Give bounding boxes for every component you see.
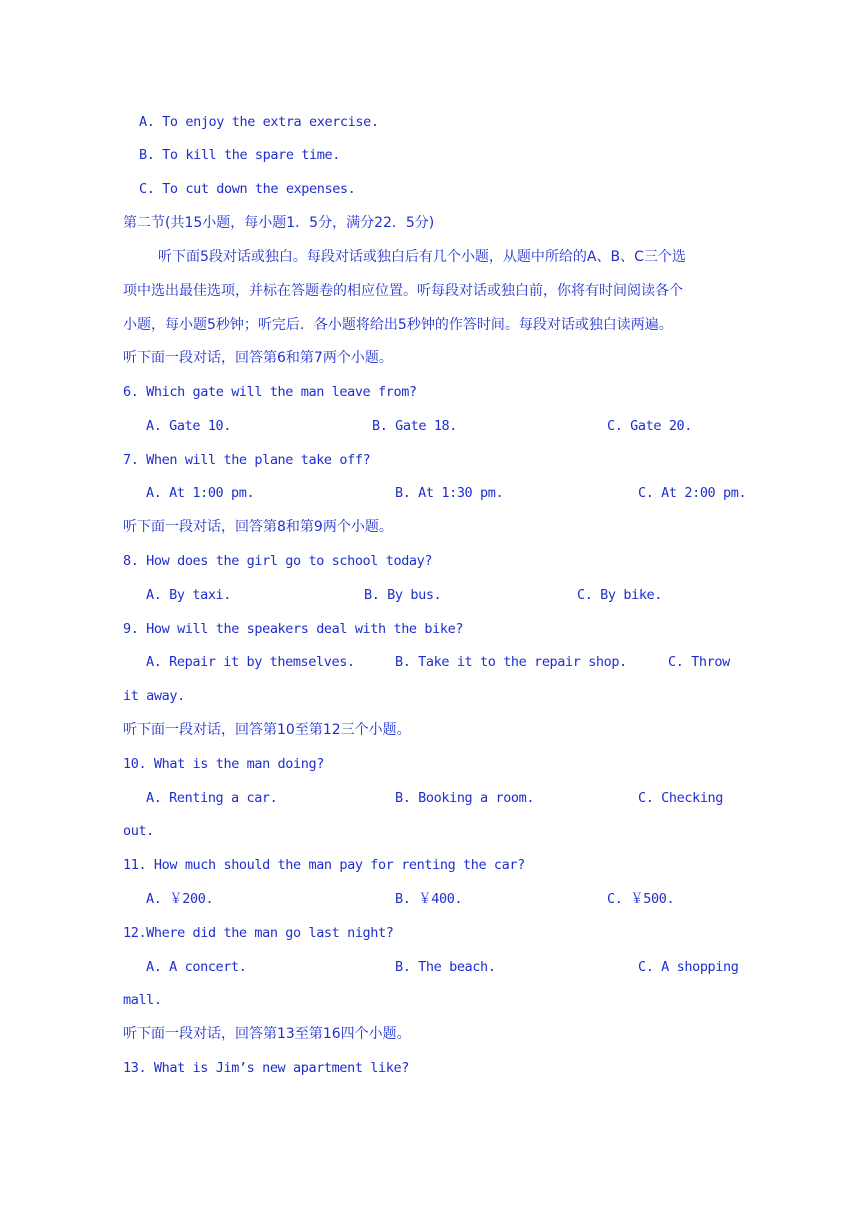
q12-option-c-continued: mall.	[123, 992, 162, 1008]
section-header: 第二节(共15小题，每小题1．5分，满分22．5分)	[123, 215, 435, 231]
q10-option-b: B. Booking a room.	[395, 790, 535, 806]
dialogue-header: 听下面一段对话，回答第10至第12三个小题。	[123, 722, 411, 738]
q9-option-c: C. Throw	[668, 654, 730, 670]
q11-option-c: C. ￥500.	[607, 891, 675, 907]
question-12: 12.Where did the man go last night?	[123, 925, 394, 941]
option-a: A. To enjoy the extra exercise.	[139, 114, 379, 130]
option-b: B. To kill the spare time.	[139, 147, 340, 163]
instructions-line-3: 小题，每小题5秒钟；听完后．各小题将给出5秒钟的作答时间。每段对话或独白读两遍。	[123, 317, 673, 333]
q6-option-a: A. Gate 10.	[146, 418, 232, 434]
dialogue-header: 听下面一段对话，回答第8和第9两个小题。	[123, 519, 393, 535]
question-8: 8. How does the girl go to school today?	[123, 553, 433, 569]
q6-option-b: B. Gate 18.	[372, 418, 458, 434]
q10-option-a: A. Renting a car.	[146, 790, 278, 806]
q11-option-a: A. ￥200.	[146, 891, 214, 907]
q8-option-a: A. By taxi.	[146, 587, 232, 603]
question-11: 11. How much should the man pay for renting the car?	[123, 857, 525, 873]
q7-option-a: A. At 1:00 pm.	[146, 485, 255, 501]
q9-option-c-continued: it away.	[123, 688, 185, 704]
q10-option-c-continued: out.	[123, 823, 154, 839]
q12-option-a: A. A concert.	[146, 959, 247, 975]
q11-option-b: B. ￥400.	[395, 891, 463, 907]
q8-option-b: B. By bus.	[364, 587, 442, 603]
q7-option-b: B. At 1:30 pm.	[395, 485, 504, 501]
dialogue-header: 听下面一段对话，回答第6和第7两个小题。	[123, 350, 393, 366]
q9-option-a: A. Repair it by themselves.	[146, 654, 355, 670]
instructions-line-2: 项中选出最佳选项，并标在答题卷的相应位置。听每段对话或独白前，你将有时间阅读各个	[123, 283, 683, 299]
q9-option-b: B. Take it to the repair shop.	[395, 654, 627, 670]
q6-option-c: C. Gate 20.	[607, 418, 693, 434]
q12-option-b: B. The beach.	[395, 959, 496, 975]
q12-option-c: C. A shopping	[638, 959, 739, 975]
q8-option-c: C. By bike.	[577, 587, 663, 603]
option-c: C. To cut down the expenses.	[139, 181, 356, 197]
dialogue-header: 听下面一段对话，回答第13至第16四个小题。	[123, 1026, 411, 1042]
question-13: 13. What is Jim’s new apartment like?	[123, 1060, 409, 1076]
question-10: 10. What is the man doing?	[123, 756, 324, 772]
question-6: 6. Which gate will the man leave from?	[123, 384, 417, 400]
q7-option-c: C. At 2:00 pm.	[638, 485, 747, 501]
question-7: 7. When will the plane take off?	[123, 452, 371, 468]
q10-option-c: C. Checking	[638, 790, 724, 806]
question-9: 9. How will the speakers deal with the bike?	[123, 621, 464, 637]
instructions-line-1: 听下面5段对话或独白。每段对话或独白后有几个小题，从题中所给的A、B、C三个选	[158, 249, 686, 265]
